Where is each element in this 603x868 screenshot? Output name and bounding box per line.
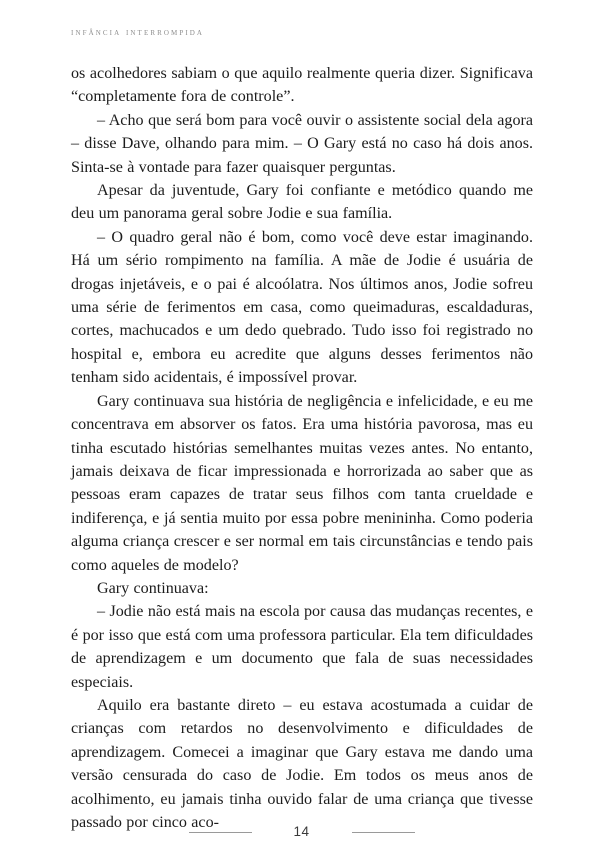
- paragraph: Gary continuava sua história de negligência e infelicidade, e eu me concentrava em absorver os fatos. Era uma história pavorosa, mas eu tinha escutado histórias semelhantes muitas vezes antes. No entanto, jamais deixava de ficar impressionada e horrorizada ao saber que as pessoas eram capazes de tratar seus filhos com tanta crueldade e indiferença, e já sentia muito por essa pobre menininha. Como poderia alguma criança crescer e ser normal em tais circunstâncias e tendo pais como aqueles de modelo?: [71, 392, 533, 574]
- paragraph: – Jodie não está mais na escola por causa das mudanças recentes, e é por isso que está com uma professora particular. Ela tem dificuldades de aprendizagem e um documento que fala de suas necessidades especiais.: [71, 603, 533, 691]
- page-footer: [0, 820, 603, 844]
- paragraph: Apesar da juventude, Gary foi confiante e metódico quando me deu um panorama geral sobre Jodie e sua família.: [71, 182, 533, 223]
- paragraph: os acolhedores sabiam o que aquilo realmente queria dizer. Significava “completamente fora de controle”.: [71, 65, 533, 106]
- paragraph: – Acho que será bom para você ouvir o assistente social dela agora – disse Dave, olhando para mim. – O Gary está no caso há dois anos. Sinta-se à vontade para fazer quaisquer perguntas.: [71, 111, 533, 176]
- folio-rule-left: [189, 832, 252, 833]
- running-head: infância interrompida: [71, 27, 205, 38]
- paragraph: Aquilo era bastante direto – eu estava acostumada a cuidar de crianças com retardos no desenvolvimento e dificuldades de aprendizagem. Comecei a imaginar que Gary estava me dando uma versão censurada do caso de Jodie. Em todos os meus anos de acolhimento, eu jamais tinha ouvido falar de uma criança que tivesse passado por cinco aco-: [71, 696, 533, 831]
- body-text-block: [71, 62, 533, 834]
- folio-rule-right: [352, 832, 415, 833]
- paragraph: – O quadro geral não é bom, como você deve estar imaginando. Há um sério rompimento na família. A mãe de Jodie é usuária de drogas injetáveis, e o pai é alcoólatra. Nos últimos anos, Jodie sofreu uma série de ferimentos em casa, como queimaduras, escaldaduras, cortes, machucados e um dedo quebrado. Tudo isso foi registrado no hospital e, embora eu acredite que alguns desses ferimentos não tenham sido acidentais, é impossível provar.: [71, 228, 533, 387]
- page-number: 14: [293, 824, 310, 840]
- paragraph: Gary continuava:: [97, 579, 209, 597]
